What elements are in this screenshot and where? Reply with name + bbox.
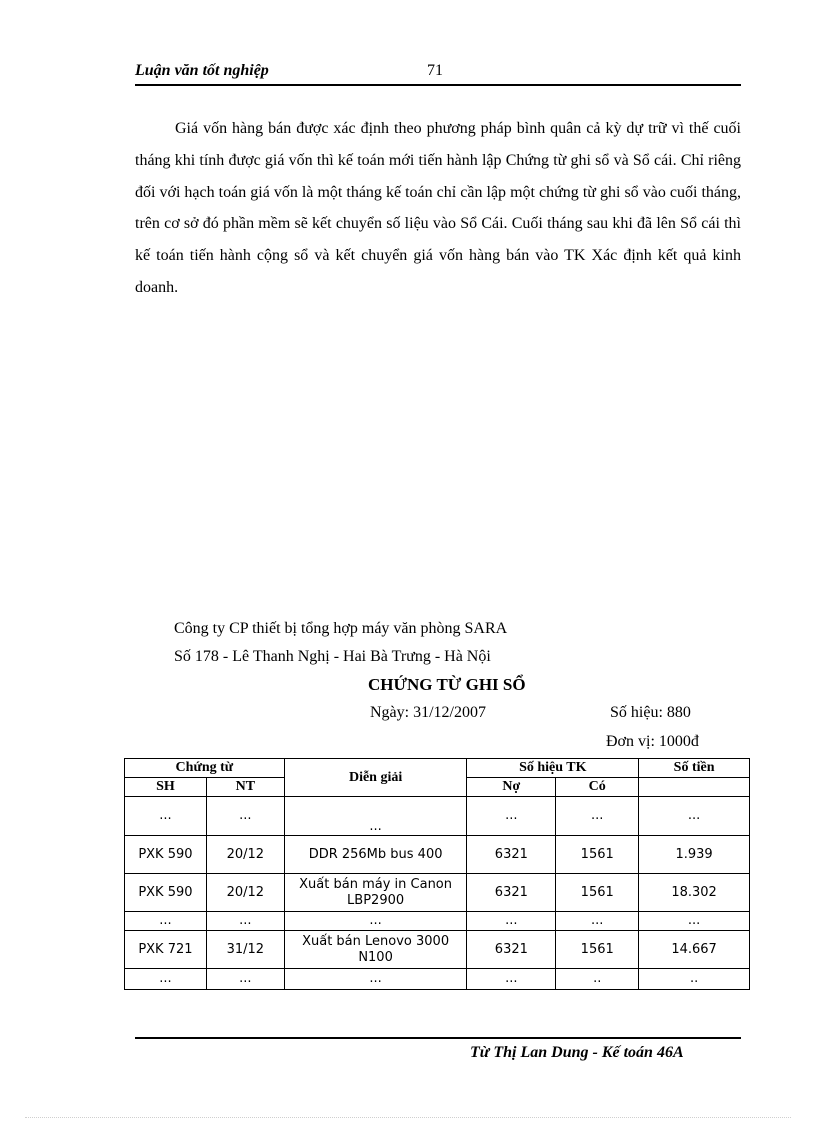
table-row	[125, 931, 750, 969]
cell-debit: ...	[467, 969, 556, 990]
cell-debit: 6321	[467, 836, 556, 874]
cell-debit: ...	[467, 797, 556, 836]
page-header	[135, 62, 741, 86]
table-row	[125, 912, 750, 931]
table-row	[125, 874, 750, 912]
cell-description: Xuất bán máy in Canon LBP2900	[284, 874, 467, 912]
cell-amount: 1.939	[639, 836, 750, 874]
cell-description: ...	[284, 969, 467, 990]
header-amount: Số tiền	[639, 759, 750, 778]
cell-sh: PXK 590	[125, 836, 207, 874]
cell-amount: ...	[639, 797, 750, 836]
header-credit: Có	[556, 778, 639, 797]
cell-sh: PXK 590	[125, 874, 207, 912]
cell-debit: 6321	[467, 874, 556, 912]
cell-sh: PXK 721	[125, 931, 207, 969]
header-amount-blank	[639, 778, 750, 797]
cell-credit: 1561	[556, 931, 639, 969]
thesis-title: Luận văn tốt nghiệp	[135, 62, 269, 79]
header-sh: SH	[125, 778, 207, 797]
cell-credit: ...	[556, 912, 639, 931]
cell-sh: ...	[125, 969, 207, 990]
header-nt: NT	[206, 778, 284, 797]
cell-amount: 18.302	[639, 874, 750, 912]
currency-unit: Đơn vị: 1000đ	[606, 733, 699, 750]
cell-debit: ...	[467, 912, 556, 931]
cell-credit: ..	[556, 969, 639, 990]
cell-nt: 20/12	[206, 874, 284, 912]
cell-credit: 1561	[556, 836, 639, 874]
document-date: Ngày: 31/12/2007	[370, 704, 486, 721]
cell-nt: ...	[206, 912, 284, 931]
table-row	[125, 797, 750, 836]
cell-nt: ...	[206, 969, 284, 990]
table-row	[125, 969, 750, 990]
header-account: Số hiệu TK	[467, 759, 639, 778]
cell-sh: ...	[125, 912, 207, 931]
cell-nt: 20/12	[206, 836, 284, 874]
voucher-table	[124, 758, 750, 990]
page-number: 71	[427, 62, 443, 79]
company-address: Số 178 - Lê Thanh Nghị - Hai Bà Trưng - Hà Nội	[174, 648, 491, 665]
footer-author: Từ Thị Lan Dung - Kế toán 46A	[470, 1044, 684, 1061]
cell-description: Xuất bán Lenovo 3000 N100	[284, 931, 467, 969]
cell-credit: ...	[556, 797, 639, 836]
cell-nt: ...	[206, 797, 284, 836]
cell-nt: 31/12	[206, 931, 284, 969]
cell-description: ...	[284, 912, 467, 931]
company-name: Công ty CP thiết bị tổng hợp máy văn phòng SARA	[174, 620, 508, 637]
page-bottom-border	[25, 1117, 791, 1118]
header-voucher: Chứng từ	[125, 759, 285, 778]
header-debit: Nợ	[467, 778, 556, 797]
cell-amount: ...	[639, 912, 750, 931]
cell-amount: 14.667	[639, 931, 750, 969]
header-description: Diễn giải	[284, 759, 467, 797]
footer-divider	[135, 1037, 741, 1039]
cell-debit: 6321	[467, 931, 556, 969]
table-row	[125, 836, 750, 874]
document-title: CHỨNG TỪ GHI SỔ	[368, 675, 526, 694]
cell-description: DDR 256Mb bus 400	[284, 836, 467, 874]
cell-credit: 1561	[556, 874, 639, 912]
document-number: Số hiệu: 880	[610, 704, 691, 721]
cell-amount: ..	[639, 969, 750, 990]
cell-sh: ...	[125, 797, 207, 836]
cell-description: ...	[284, 797, 467, 836]
body-paragraph: Giá vốn hàng bán được xác định theo phương pháp bình quân cả kỳ dự trữ vì thế cuối tháng khi tính được giá vốn thì kế toán mới tiến hành lập Chứng từ ghi sổ và Sổ cái. Chỉ riêng đối với hạch toán giá vốn là một tháng kế toán chỉ cần lập một chứng từ ghi sổ vào cuối tháng, trên cơ sở đó phần mềm sẽ kết chuyển số liệu vào Sổ Cái. Cuối tháng sau khi đã lên Sổ cái thì kế toán tiến hành cộng sổ và kết chuyển giá vốn hàng bán vào TK Xác định kết quả kinh doanh.	[135, 120, 741, 296]
